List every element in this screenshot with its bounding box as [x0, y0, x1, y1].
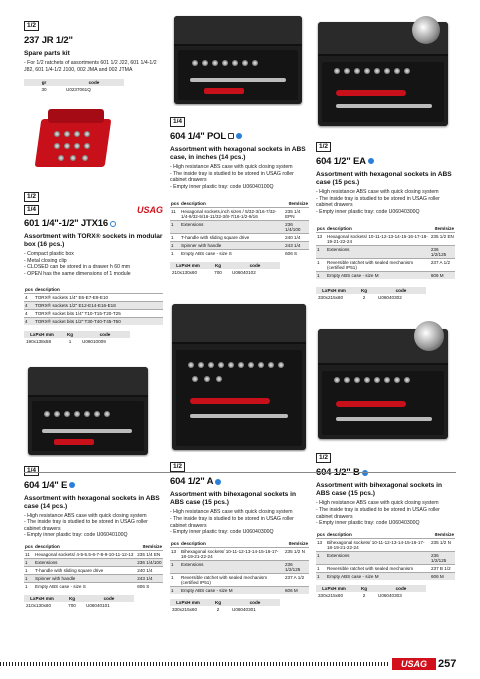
- product-subtitle: Assortment with hexagonal sockets in ABS case, in inches (14 pcs.): [170, 146, 306, 161]
- feature-item: - Compact plastic box: [24, 251, 74, 258]
- dim-value: 190x138x58: [26, 338, 52, 344]
- feature-list: [170, 164, 309, 190]
- cell: 237 A 1/2: [430, 259, 455, 272]
- kg-header: Kg: [352, 287, 376, 294]
- col-pcs: pcs: [317, 531, 325, 537]
- table-row: [24, 566, 163, 574]
- kg-value: 700: [214, 270, 222, 276]
- table-row: [24, 317, 163, 325]
- column-left: [24, 14, 163, 609]
- cell: Extensions: [326, 551, 430, 564]
- col-item: Item/size: [434, 531, 454, 537]
- table-row: [170, 586, 309, 594]
- cell: TORX® sockets 1/4" E6-E7-E8-E10: [34, 293, 163, 301]
- page-number: 257: [438, 658, 457, 670]
- row-divider: [24, 472, 456, 473]
- feature-item: - The inside tray is studied to be stored in USAG roller cabinet drawers: [170, 515, 294, 529]
- product-photo-604a: [170, 302, 309, 452]
- cell: Hexagonal sockets/ 4-5-5.5-6-7-8-9-10-11-12-13: [34, 550, 136, 558]
- dim-header: LxPxH mm: [170, 599, 206, 606]
- col-item: Item/size: [288, 540, 308, 546]
- table-row: [24, 293, 163, 301]
- cell: 1: [170, 586, 180, 594]
- dim-value: 210x130x60: [172, 270, 198, 276]
- cell: Spinner with handle: [180, 242, 284, 250]
- size-badge: 1/4: [170, 117, 185, 127]
- table-row: [170, 221, 309, 234]
- dim-header: LxPxH mm: [24, 595, 60, 602]
- cell: 11: [24, 550, 34, 558]
- cell: T-handle with sliding square drive: [34, 566, 136, 574]
- col-pcs: pcs: [171, 540, 179, 546]
- size-badge: 1/2: [316, 142, 331, 152]
- order-bar: [170, 262, 309, 276]
- product-title: 604 1/2" EA: [316, 156, 366, 167]
- code-header: code: [64, 79, 124, 86]
- order-bar: [170, 599, 309, 613]
- order-bar: [316, 287, 455, 301]
- hex-socket-icon: [236, 133, 242, 139]
- cell: 4: [24, 301, 34, 309]
- code-header: code: [376, 287, 426, 294]
- kg-header: Kg: [60, 331, 80, 338]
- code-header: code: [230, 262, 280, 269]
- code-header: code: [80, 331, 130, 338]
- cell: Extensions: [34, 558, 136, 566]
- cell: Empty ABS case - size M: [326, 572, 430, 580]
- dim-header: LxPxH mm: [316, 287, 352, 294]
- table-row: [316, 272, 455, 280]
- cell: 606 S: [284, 250, 309, 258]
- cell: 240 1/4: [284, 234, 309, 242]
- kg-value: 2: [216, 606, 220, 612]
- product-photo-604b: [316, 321, 455, 443]
- cell: 243 1/4: [284, 242, 309, 250]
- col-desc: description: [181, 540, 206, 546]
- cell: 1: [170, 221, 180, 234]
- col-pcs: pcs: [25, 543, 33, 549]
- table-row: [316, 246, 455, 259]
- table-row: [170, 250, 309, 258]
- dim-value: 330x215x60: [318, 295, 344, 301]
- cell: 236 1/2/125: [430, 246, 455, 259]
- code-value: U06040302: [378, 295, 402, 301]
- cell: 235 1/2 EN: [430, 233, 455, 246]
- product-subtitle: Assortment with hexagonal sockets in ABS case (14 pcs.): [24, 494, 160, 510]
- code-header: code: [84, 595, 134, 602]
- table-row: [170, 560, 309, 573]
- table-row: [24, 558, 163, 566]
- cell: 1: [316, 272, 326, 280]
- cell: 4: [24, 293, 34, 301]
- table-row: [316, 538, 455, 551]
- cell: Extensions: [326, 246, 430, 259]
- feature-list: [24, 513, 163, 539]
- cell: 1: [24, 574, 34, 582]
- feature-item: - High resistance ABS case with quick closing system: [24, 512, 147, 519]
- col-pcs: pcs: [171, 201, 179, 207]
- feature-item: - Metal closing clip: [24, 257, 67, 264]
- product-description: - For 1/2 ratchets of assortments 601 1/2 J22, 601 1/4-1/2 J82, 601 1/4-1/2 J100, 002 JMA and 002 JTMA: [24, 60, 157, 73]
- kg-header: Kg: [352, 585, 376, 592]
- cell: 1: [170, 250, 180, 258]
- product-photo-604pol: [170, 14, 309, 106]
- table-row: [170, 234, 309, 242]
- feature-item: - The inside tray is studied to be stored in USAG roller cabinet drawers: [24, 519, 148, 532]
- brand-logo: USAG: [392, 658, 436, 670]
- column-right: [316, 14, 455, 599]
- table-row: [24, 582, 163, 590]
- dim-value: 330x215x60: [172, 606, 198, 612]
- cell: Hexagonal sockets,inch sizes / 5/32-3/16-7/32-1/4-9/32-5/16-11/32-3/8-7/16-1/2-9/16: [180, 208, 284, 221]
- cell: 1: [24, 582, 34, 590]
- code-value: U06040102: [232, 270, 256, 276]
- cell: 1: [316, 246, 326, 259]
- table-row: [170, 547, 309, 560]
- feature-list: [170, 509, 309, 535]
- dim-value: 330x215x60: [318, 592, 344, 598]
- order-bar: [24, 595, 163, 609]
- order-bar: [24, 79, 163, 93]
- feature-item: - CLOSED can be stored in a drawer h 60 mm: [24, 264, 131, 271]
- cell: 1: [170, 234, 180, 242]
- cell: Empty ABS case - size M: [180, 586, 284, 594]
- cell: Bihexagonal sockets/ 10-11-12-13-14-15-16-17-18-19-21-22-24: [326, 538, 430, 551]
- cell: 606 M: [430, 572, 455, 580]
- cell: 1: [170, 560, 180, 573]
- inch-icon: [228, 133, 234, 139]
- cell: Extensions: [180, 560, 284, 573]
- col-pcs: pcs: [317, 226, 325, 232]
- product-subtitle: Spare parts kit: [24, 50, 70, 57]
- cell: 236 1/4/100: [137, 559, 162, 565]
- col-item: Item/size: [142, 543, 162, 549]
- table-row: [170, 573, 309, 586]
- cell: 1: [316, 572, 326, 580]
- feature-item: - Empty inner plastic tray: code U06040300Q: [316, 520, 420, 527]
- kg-value: 1: [68, 338, 72, 344]
- cell: 4: [24, 317, 34, 325]
- feature-item: - High resistance ABS case with quick closing system: [170, 164, 293, 170]
- size-badge: 1/2: [24, 192, 39, 202]
- table-row: [316, 572, 455, 580]
- product-title: 604 1/2" B: [316, 467, 360, 479]
- feature-list: [24, 251, 163, 277]
- cell: Hexagonal sockets/ 10-11-12-13-14-15-16-17-18-19-21-22-24: [326, 233, 430, 246]
- cell: TORX® socket bits 1/2" T30-T40-T45-T50: [34, 317, 163, 325]
- feature-item: - Empty inner plastic tray: code U06040300Q: [316, 208, 420, 215]
- table-row: [24, 309, 163, 317]
- contents-table: [170, 200, 309, 257]
- dim-header: LxPxH mm: [170, 262, 206, 269]
- cell: TORX® socket bits 1/4" T10-T15-T20-T25: [34, 309, 163, 317]
- order-bar: [24, 331, 163, 345]
- feature-item: - The inside tray is studied to be stored in USAG roller cabinet drawers: [316, 506, 440, 520]
- table-row: [316, 564, 455, 572]
- cell: 1: [170, 573, 180, 586]
- cell: 13: [316, 538, 326, 551]
- kg-header: Kg: [206, 599, 230, 606]
- cell: 235 1/2 N: [284, 547, 309, 560]
- kg-header: Kg: [206, 262, 230, 269]
- feature-item: - High resistance ABS case with quick closing system: [316, 500, 439, 507]
- kg-value: 700: [68, 602, 76, 608]
- kg-header: Kg: [60, 595, 84, 602]
- feature-item: - OPEN has the same dimensions of 1 module: [24, 270, 131, 277]
- cell: 243 1/4: [136, 574, 163, 582]
- cell: 236 1/2/125: [284, 560, 309, 573]
- product-title: 601 1/4"-1/2" JTX16: [24, 218, 108, 230]
- col-desc: description: [327, 531, 352, 537]
- table-row: [24, 301, 163, 309]
- contents-table: [316, 531, 455, 580]
- code-header: code: [230, 599, 280, 606]
- contents-table: [24, 543, 163, 590]
- cell: 606 M: [284, 586, 309, 594]
- cell: 1: [316, 551, 326, 564]
- table-row: [24, 574, 163, 582]
- cell: 606 S: [136, 582, 163, 590]
- table-row: [170, 242, 309, 250]
- cell: Extensions: [180, 221, 284, 234]
- product-subtitle: Assortment with bihexagonal sockets in ABS case (15 pcs.): [170, 491, 297, 507]
- cell: 235 1/4 EPN: [284, 208, 309, 221]
- cell: 13: [316, 233, 326, 246]
- col-pcs: pcs: [25, 286, 33, 292]
- cell: Empty ABS case - size S: [180, 250, 284, 258]
- cell: 1: [316, 259, 326, 272]
- contents-table: [170, 540, 309, 594]
- feature-item: - High resistance ABS case with quick closing system: [170, 509, 293, 516]
- col-desc: description: [181, 201, 206, 207]
- cell: TORX® sockets 1/2" E12-E14-E16-E18: [34, 301, 163, 309]
- col-desc: description: [327, 226, 352, 232]
- size-badge: 1/4: [24, 466, 39, 476]
- product-photo-604ea: [316, 14, 455, 132]
- dim-value: 210x130x60: [26, 602, 52, 608]
- col-item: Item/size: [288, 201, 308, 207]
- cell: T-handle with sliding square drive: [180, 234, 284, 242]
- cell: Bihexagonal sockets/ 10-11-12-13-14-15-16-17-18-19-21-22-24: [180, 547, 284, 560]
- contents-table: [24, 286, 163, 325]
- column-center: [170, 14, 309, 613]
- weight-value: 30: [41, 87, 47, 93]
- cell: 11: [170, 208, 180, 221]
- code-value: U06010009: [82, 338, 106, 344]
- weight-header: gr: [24, 79, 64, 86]
- cell: 236 1/2/125: [430, 551, 455, 564]
- size-badge: 1/2: [170, 462, 185, 472]
- table-row: [170, 208, 309, 221]
- cell: 1: [24, 566, 34, 574]
- cell: Reversible ratchet with sealed mechanism: [326, 564, 430, 572]
- size-badge: 1/2: [24, 21, 39, 31]
- feature-item: - High resistance ABS case with quick closing system: [316, 189, 439, 195]
- col-item: Item/size: [434, 226, 454, 232]
- product-subtitle: Assortment with hexagonal sockets in ABS case (15 pcs.): [316, 171, 452, 186]
- kg-value: 2: [362, 295, 366, 301]
- table-row: [316, 233, 455, 246]
- cell: 4: [24, 309, 34, 317]
- col-desc: description: [35, 543, 60, 549]
- cell: Empty ABS case - size M: [326, 272, 430, 280]
- cell: 236 1/4/100: [284, 221, 309, 234]
- code-value: U06040101: [86, 602, 110, 608]
- cell: Reversible ratchet with sealed mechanism (certified IP51): [326, 259, 430, 272]
- cell: Empty ABS case - size S: [34, 582, 136, 590]
- cell: 1: [170, 242, 180, 250]
- size-badge: 1/2: [316, 453, 331, 463]
- product-title: 237 JR 1/2": [24, 35, 73, 46]
- cell: 240 1/4: [136, 566, 163, 574]
- kg-value: 2: [362, 592, 366, 598]
- feature-list: [316, 500, 455, 526]
- product-title: 604 1/2" A: [170, 476, 214, 488]
- feature-list: [316, 189, 455, 215]
- bihex-socket-icon: [215, 479, 221, 485]
- table-row: [316, 259, 455, 272]
- table-row: [24, 550, 163, 558]
- product-subtitle: Assortment with bihexagonal sockets in ABS case (15 pcs.): [316, 482, 443, 498]
- cell: 606 M: [430, 272, 455, 280]
- product-title: 604 1/4" E: [24, 479, 68, 491]
- cell: 235 1/2 N: [430, 538, 455, 551]
- code-value: U0237061Q: [66, 87, 91, 93]
- cell: 237 A 1/2: [284, 573, 309, 586]
- hex-socket-icon: [69, 482, 75, 488]
- code-value: U06040301: [232, 606, 256, 612]
- feature-item: - Empty inner plastic tray: code U06040100Q: [24, 532, 128, 539]
- col-desc: description: [35, 286, 60, 292]
- contents-table: [316, 225, 455, 279]
- product-photo-jtx16: [24, 101, 163, 183]
- cell: 235 1/4 EN: [136, 550, 163, 558]
- cell: 13: [170, 547, 180, 560]
- order-bar: [316, 585, 455, 599]
- feature-item: - Empty inner plastic tray: code U06040100Q: [170, 183, 274, 190]
- cell: Reversible ratchet with sealed mechanism (certified IP51): [180, 573, 284, 586]
- page-footer: [0, 658, 480, 670]
- cell: Spinner with handle: [34, 574, 136, 582]
- cell: 237 B 1/2: [430, 564, 455, 572]
- footer-bar: [0, 662, 390, 666]
- table-row: [316, 551, 455, 564]
- cell: 1: [316, 564, 326, 572]
- brand-logo: USAG: [136, 205, 163, 216]
- product-title: 604 1/4" POL: [170, 131, 226, 142]
- dim-header: LxPxH mm: [24, 331, 60, 338]
- feature-item: - The inside tray is studied to be stored in USAG roller cabinet drawers: [170, 170, 294, 184]
- feature-item: - The inside tray is studied to be stored in USAG roller cabinet drawers: [316, 195, 440, 209]
- torx-icon: [110, 221, 116, 227]
- dim-header: LxPxH mm: [316, 585, 352, 592]
- code-header: code: [376, 585, 426, 592]
- product-photo-604e: [24, 365, 163, 457]
- product-subtitle: Assortment with TORX® sockets in modular box (16 pcs.): [24, 233, 163, 249]
- hex-socket-icon: [368, 158, 374, 164]
- cell: 1: [24, 558, 34, 566]
- feature-item: - Empty inner plastic tray: code U06040300Q: [170, 529, 274, 536]
- size-badge: 1/4: [24, 205, 39, 215]
- code-value: U06040303: [378, 592, 402, 598]
